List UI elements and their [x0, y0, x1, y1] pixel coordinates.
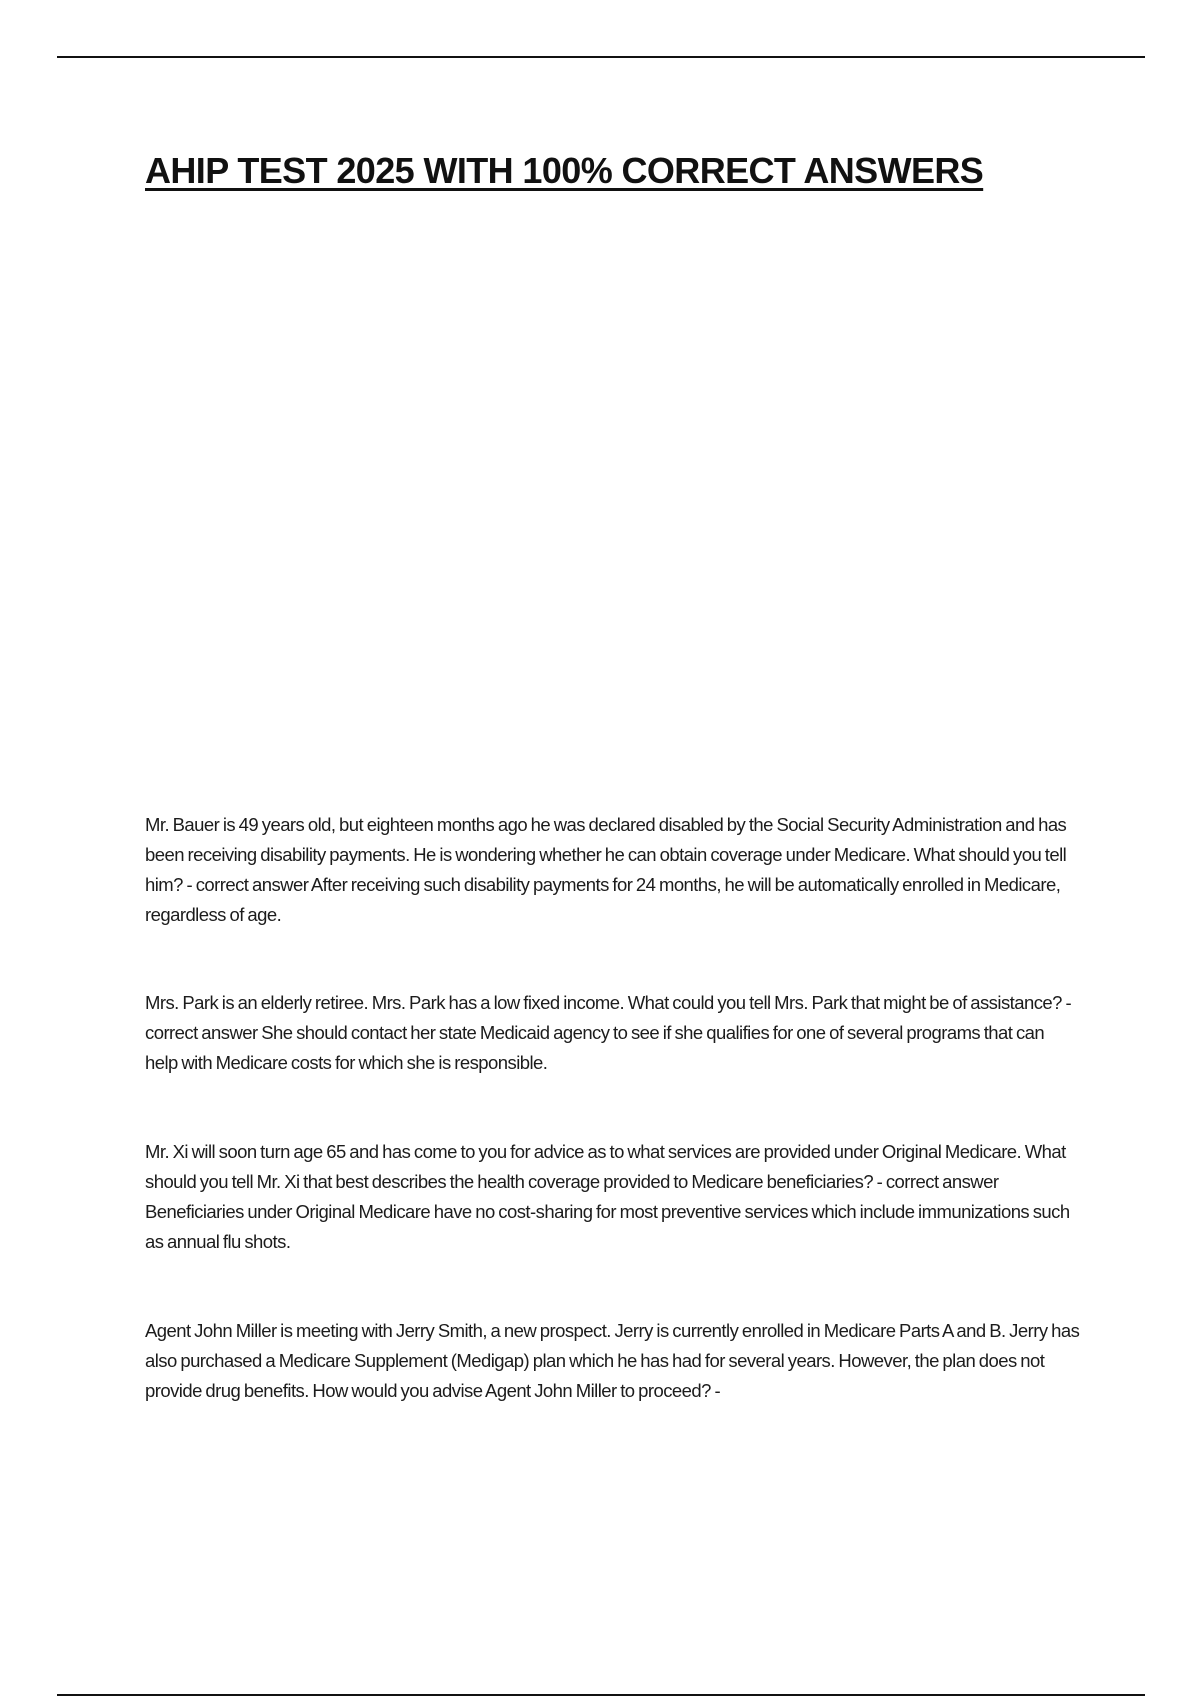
- question-answer-miller: Agent John Miller is meeting with Jerry Smith, a new prospect. Jerry is currently enrolled in Medicare Parts A and B. Jerry has also purchased a Medicare Supplement (Medigap) plan which he has had for several years. However, the plan does not provide drug benefits. How would you advise Agent John Miller to proceed? -: [145, 1320, 1080, 1401]
- bottom-rule: [57, 1694, 1145, 1696]
- question-answer-park: Mrs. Park is an elderly retiree. Mrs. Park has a low fixed income. What could you tell Mrs. Park that might be of assistance? - correct answer She should contact her state Medicaid agency to see if she qualifies for one of several programs that can help with Medicare costs for which she is responsible.: [145, 992, 1072, 1073]
- question-answer-bauer: Mr. Bauer is 49 years old, but eighteen months ago he was declared disabled by the Social Security Administration and has been receiving disability payments. He is wondering whether he can obtain coverage under Medicare. What should you tell him? - correct answer After receiving such disability payments for 24 months, he will be automatically enrolled in Medicare, regardless of age.: [145, 814, 1067, 925]
- top-rule: [57, 56, 1145, 58]
- document-title: AHIP TEST 2025 WITH 100% CORRECT ANSWERS: [145, 150, 984, 191]
- question-answer-xi: Mr. Xi will soon turn age 65 and has come to you for advice as to what services are provided under Original Medicare. What should you tell Mr. Xi that best describes the health coverage provided to Medicare beneficiaries? - correct answer Beneficiaries under Original Medicare have no cost-sharing for most preventive services which include immunizations such as annual flu shots.: [145, 1141, 1070, 1252]
